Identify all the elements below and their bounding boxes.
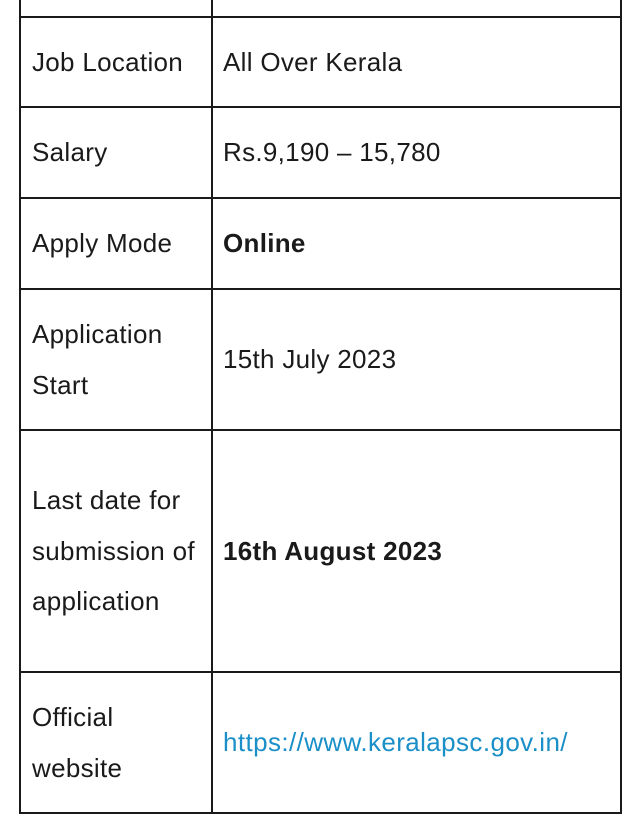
- table-row: [20, 17, 621, 107]
- application-start-value: 15th July 2023: [212, 289, 621, 430]
- official-website-link[interactable]: https://www.keralapsc.gov.in/: [223, 727, 568, 758]
- table-row: [20, 672, 621, 813]
- official-website-label: Official website: [20, 672, 212, 813]
- row-label: [20, 0, 212, 17]
- apply-mode-value: Online: [212, 198, 621, 289]
- last-date-label: Last date for submission of application: [20, 430, 212, 672]
- table-row: [20, 0, 621, 17]
- last-date-value: 16th August 2023: [212, 430, 621, 672]
- official-website-cell: [212, 672, 621, 813]
- job-location-value: All Over Kerala: [212, 17, 621, 107]
- table-row: [20, 430, 621, 672]
- salary-value: Rs.9,190 – 15,780: [212, 107, 621, 198]
- apply-mode-label: Apply Mode: [20, 198, 212, 289]
- job-details-table: [19, 0, 622, 814]
- table-row: [20, 289, 621, 430]
- row-value: [212, 0, 621, 17]
- details-table-container: [19, 0, 620, 814]
- table-row: [20, 107, 621, 198]
- salary-label: Salary: [20, 107, 212, 198]
- table-row: [20, 198, 621, 289]
- application-start-label: Application Start: [20, 289, 212, 430]
- job-location-label: Job Location: [20, 17, 212, 107]
